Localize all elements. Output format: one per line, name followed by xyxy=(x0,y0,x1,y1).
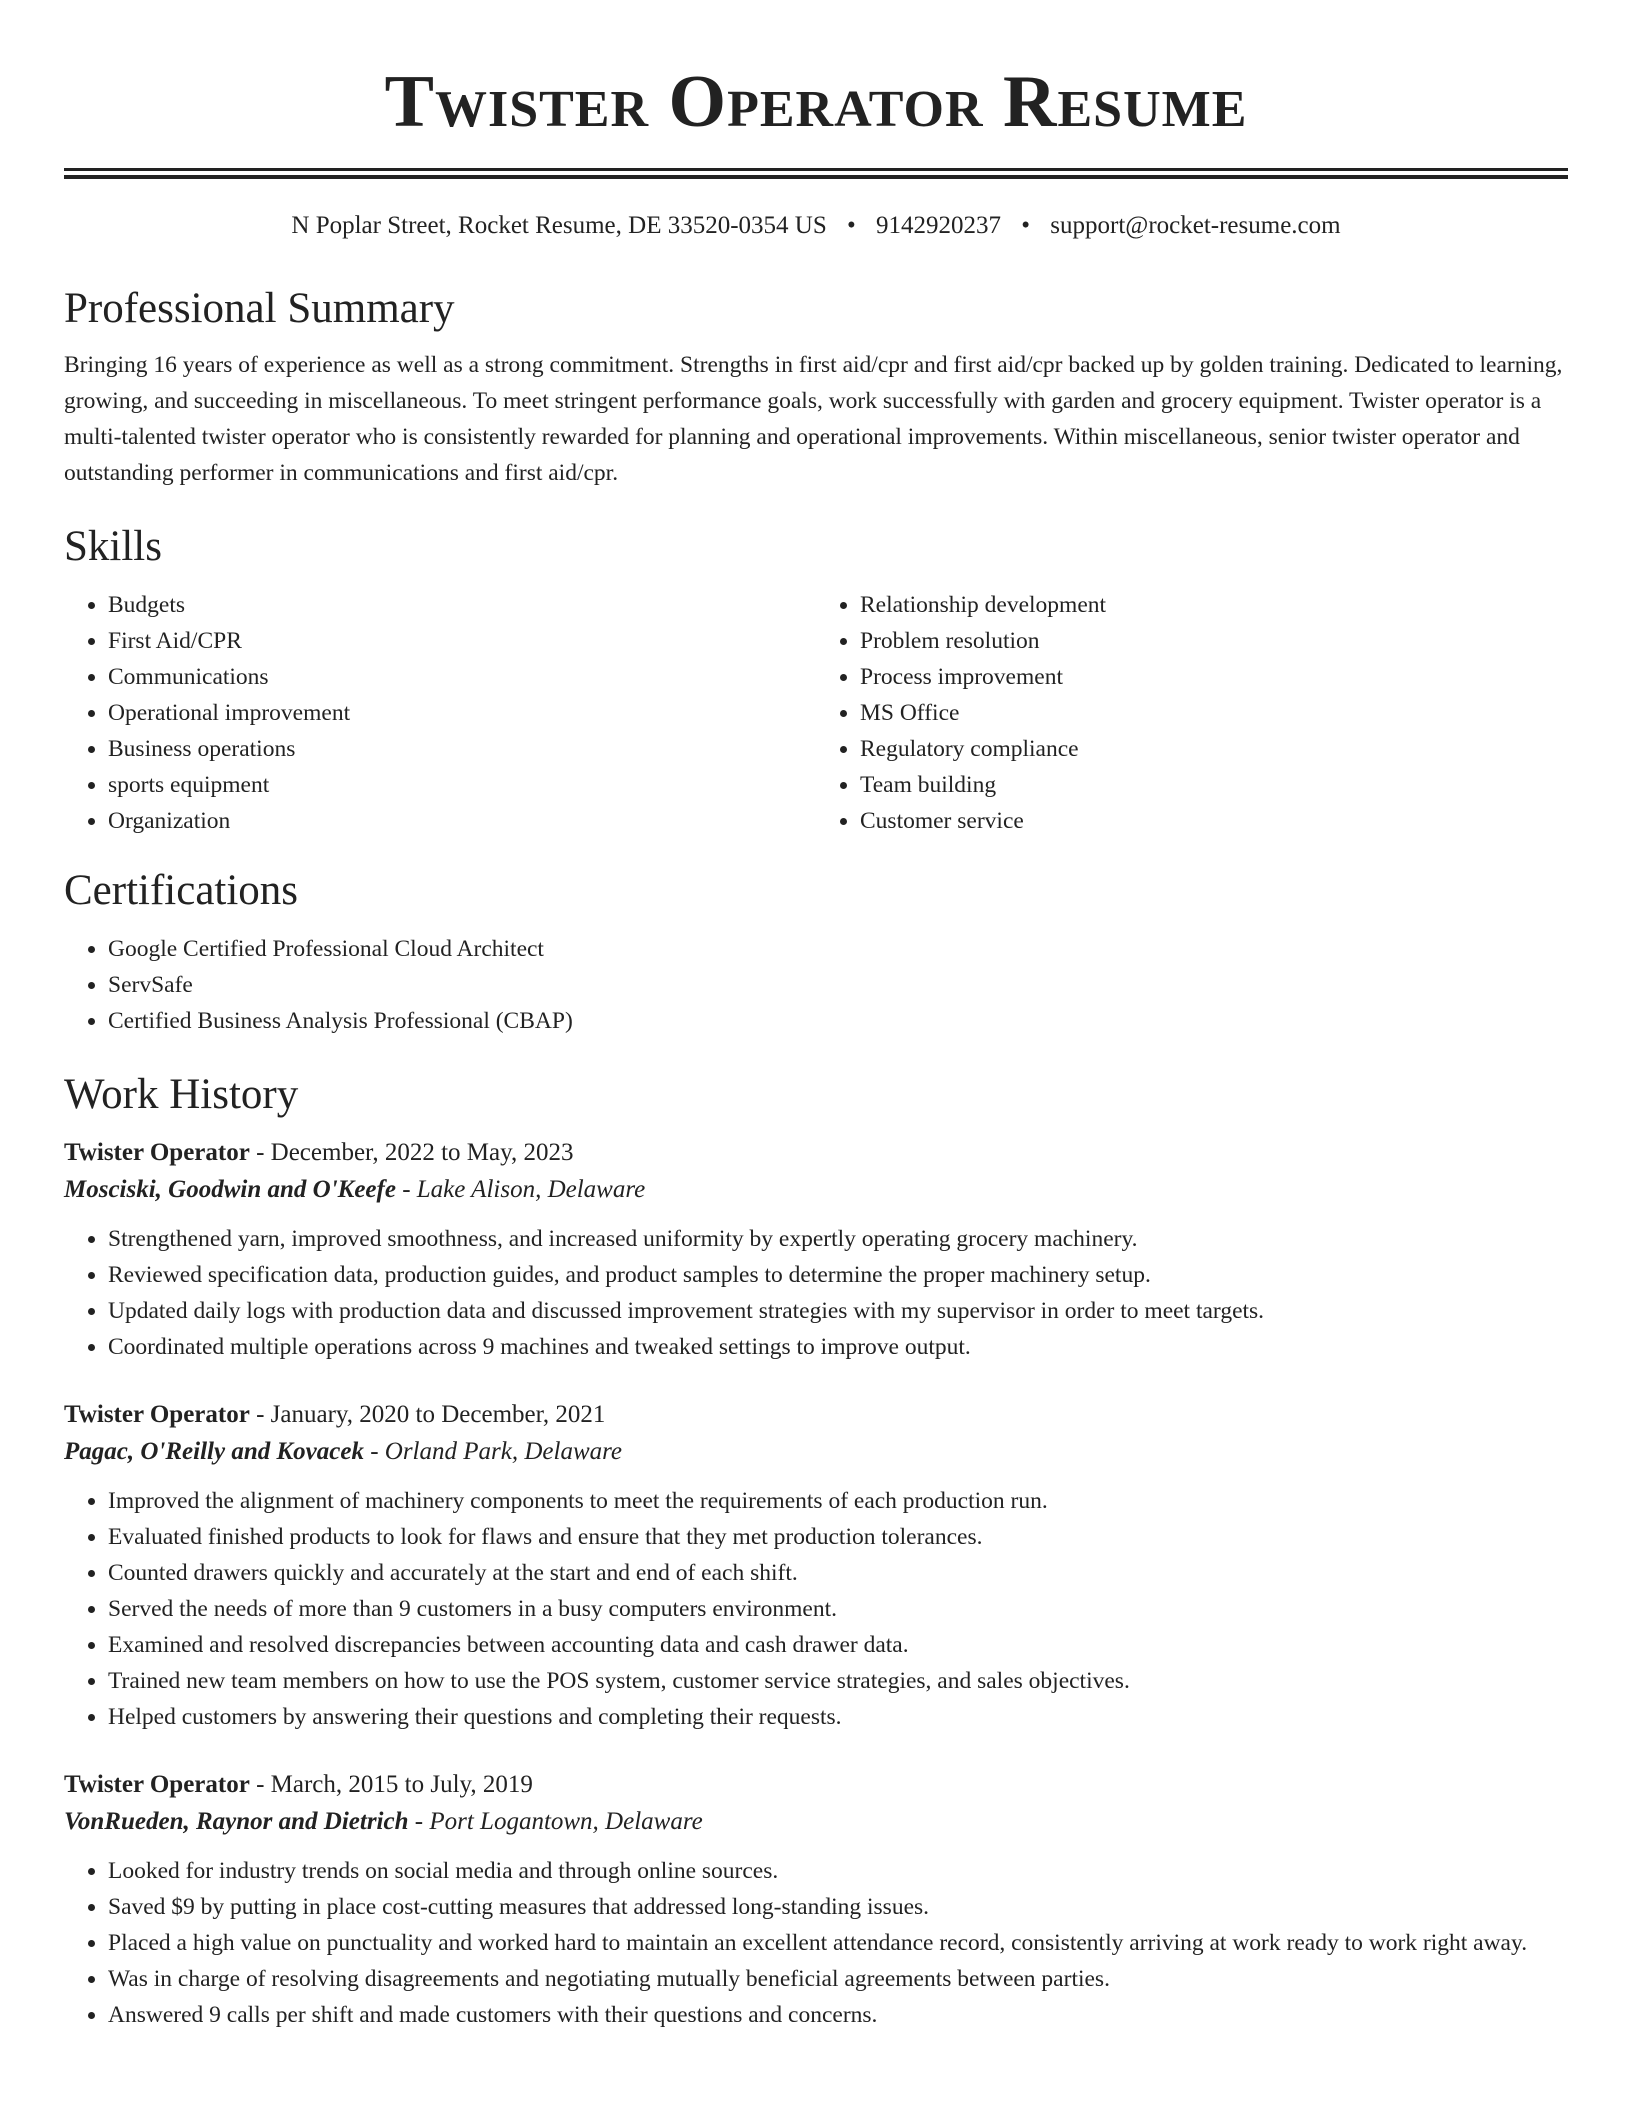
job-bullet: • Coordinated multiple operations across 9 machines and tweaked settings to improve output. xyxy=(108,1329,1568,1365)
resume-page xyxy=(64,0,1568,2033)
job-dates: - March, 2015 to July, 2019 xyxy=(249,1771,533,1798)
certification-item: • ServSafe xyxy=(108,967,1568,1003)
skill-item: • Budgets xyxy=(108,587,816,623)
job-company: Pagac, O'Reilly and Kovacek xyxy=(64,1438,364,1465)
job-dates: - December, 2022 to May, 2023 xyxy=(249,1139,574,1166)
job-bullet: • Counted drawers quickly and accurately at the start and end of each shift. xyxy=(108,1555,1568,1591)
job-entry xyxy=(64,1135,1568,1365)
page-title: Twister Operator Resume xyxy=(384,61,1248,143)
job-header xyxy=(64,1135,1568,1171)
bullet-separator: • xyxy=(1021,212,1031,239)
job-location: - Orland Park, Delaware xyxy=(363,1438,623,1465)
job-company: Mosciski, Goodwin and O'Keefe xyxy=(64,1176,396,1203)
certifications-heading: Certifications xyxy=(64,867,299,914)
contact-line xyxy=(64,209,1568,243)
job-bullet: • Updated daily logs with production data and discussed improvement strategies with my supervisor in order to meet targets. xyxy=(108,1293,1568,1329)
job-bullet: • Was in charge of resolving disagreements and negotiating mutually beneficial agreements between parties. xyxy=(108,1961,1568,1997)
job-bullet: • Helped customers by answering their questions and completing their requests. xyxy=(108,1699,1568,1735)
job-bullet: • Saved $9 by putting in place cost-cutting measures that addressed long-standing issues. xyxy=(108,1889,1568,1925)
work-history-section xyxy=(64,1069,1568,2033)
job-bullet: • Improved the alignment of machinery components to meet the requirements of each production run. xyxy=(108,1483,1568,1519)
certification-item: • Certified Business Analysis Professional (CBAP) xyxy=(108,1003,1568,1039)
skills-heading: Skills xyxy=(64,523,162,570)
job-title: Twister Operator xyxy=(64,1401,250,1428)
job-bullet: • Strengthened yarn, improved smoothness, and increased uniformity by expertly operating grocery machinery. xyxy=(108,1221,1568,1257)
skill-item: • Team building xyxy=(860,767,1568,803)
skill-item: • Customer service xyxy=(860,803,1568,839)
job-bullet: • Evaluated finished products to look for flaws and ensure that they met production tolerances. xyxy=(108,1519,1568,1555)
job-bullet: • Placed a high value on punctuality and worked hard to maintain an excellent attendance record, consistently arriving at work ready to work right away. xyxy=(108,1925,1568,1961)
job-title: Twister Operator xyxy=(64,1771,250,1798)
job-header xyxy=(64,1397,1568,1433)
skill-item: • Relationship development xyxy=(860,587,1568,623)
contact-address: N Poplar Street, Rocket Resume, DE 33520-0354 US xyxy=(291,212,827,239)
contact-phone: 9142920237 xyxy=(876,212,1002,239)
skills-columns xyxy=(64,587,1568,839)
job-title: Twister Operator xyxy=(64,1139,250,1166)
skills-left-list xyxy=(64,587,816,839)
skill-item: • Communications xyxy=(108,659,816,695)
job-entry xyxy=(64,1397,1568,1735)
job-bullet: • Trained new team members on how to use the POS system, customer service strategies, and sales objectives. xyxy=(108,1663,1568,1699)
job-company: VonRueden, Raynor and Dietrich xyxy=(64,1808,409,1835)
job-location: - Lake Alison, Delaware xyxy=(395,1176,646,1203)
bullet-separator: • xyxy=(847,212,856,239)
job-dates: - January, 2020 to December, 2021 xyxy=(249,1401,606,1428)
skill-item: • Business operations xyxy=(108,731,816,767)
summary-text: Bringing 16 years of experience as well as a strong commitment. Strengths in first aid/cpr and first aid/cpr backed up by golden training. Dedicated to learning, growing, and succeeding in miscellaneous. To meet stringent performance goals, work successfully with garden and grocery equipment. Twister operator is a multi-talented twister operator who is consistently rewarded for planning and operational improvements. Within miscellaneous, senior twister operator and outstanding performer in communications and first aid/cpr. xyxy=(64,352,1563,486)
skills-section xyxy=(64,521,1568,839)
job-company-line xyxy=(64,1171,1568,1209)
title-divider xyxy=(64,168,1568,179)
skill-item: • First Aid/CPR xyxy=(108,623,816,659)
job-bullet: • Reviewed specification data, production guides, and product samples to determine the proper machinery setup. xyxy=(108,1257,1568,1293)
skill-item: • Problem resolution xyxy=(860,623,1568,659)
job-header xyxy=(64,1767,1568,1803)
summary-heading: Professional Summary xyxy=(64,285,455,332)
job-bullet: • Examined and resolved discrepancies between accounting data and cash drawer data. xyxy=(108,1627,1568,1663)
job-company-line xyxy=(64,1803,1568,1841)
job-bullets xyxy=(64,1483,1568,1735)
job-bullet: • Answered 9 calls per shift and made customers with their questions and concerns. xyxy=(108,1997,1568,2033)
job-bullet: • Looked for industry trends on social media and through online sources. xyxy=(108,1853,1568,1889)
summary-section xyxy=(64,283,1568,491)
contact-email: support@rocket-resume.com xyxy=(1050,212,1341,239)
certifications-section xyxy=(64,865,1568,1039)
certification-item: • Google Certified Professional Cloud Architect xyxy=(108,931,1568,967)
skill-item: • Regulatory compliance xyxy=(860,731,1568,767)
skill-item: • Organization xyxy=(108,803,816,839)
skill-item: • Process improvement xyxy=(860,659,1568,695)
job-company-line xyxy=(64,1433,1568,1471)
skills-right-list xyxy=(816,587,1568,839)
skill-item: • Operational improvement xyxy=(108,695,816,731)
skill-item: • sports equipment xyxy=(108,767,816,803)
job-bullets xyxy=(64,1853,1568,2033)
skill-item: • MS Office xyxy=(860,695,1568,731)
job-bullet: • Served the needs of more than 9 customers in a busy computers environment. xyxy=(108,1591,1568,1627)
job-entry xyxy=(64,1767,1568,2033)
certifications-list xyxy=(64,931,1568,1039)
work-history-heading: Work History xyxy=(64,1071,299,1118)
job-location: - Port Logantown, Delaware xyxy=(408,1808,703,1835)
job-bullets xyxy=(64,1221,1568,1365)
